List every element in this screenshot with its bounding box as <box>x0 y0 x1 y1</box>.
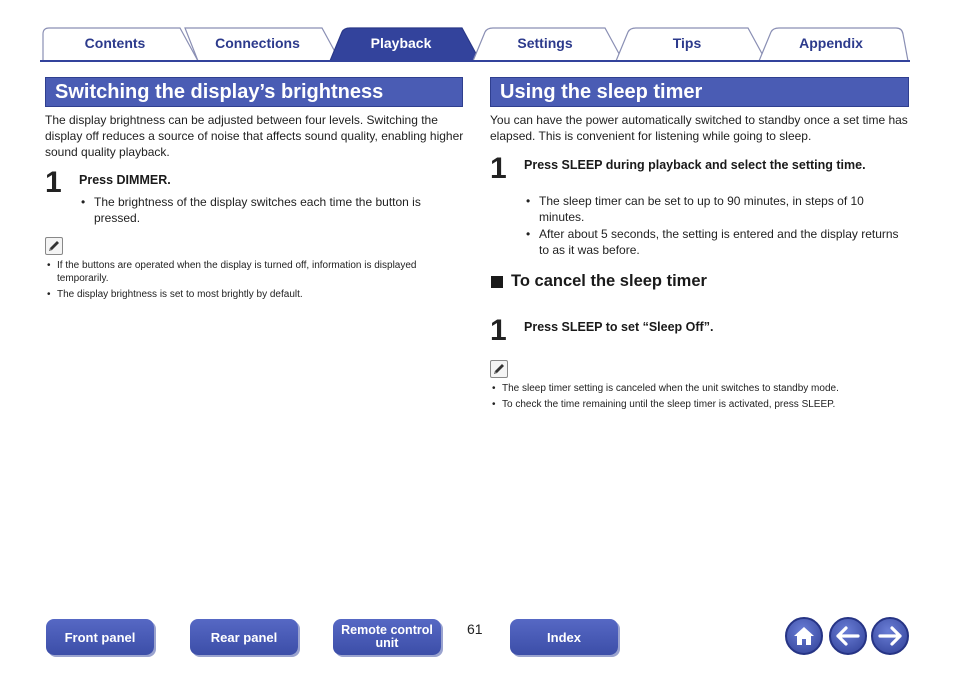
tab-connections[interactable]: Connections <box>215 35 300 51</box>
page-number: 61 <box>467 621 483 637</box>
sleep-timer-notes <box>490 382 910 414</box>
heading-text: To cancel the sleep timer <box>511 272 707 290</box>
button-label-line2: unit <box>375 636 399 650</box>
arrow-left-icon <box>835 625 861 647</box>
step-number: 1 <box>490 152 507 185</box>
step-bullets <box>526 193 906 259</box>
tab-tips[interactable]: Tips <box>672 35 702 51</box>
step-bullets <box>81 194 461 227</box>
tab-contents[interactable]: Contents <box>84 35 146 51</box>
forward-button[interactable] <box>871 617 909 655</box>
home-icon <box>792 624 816 648</box>
step-number: 1 <box>45 166 62 199</box>
list-item: • The brightness of the display switches each time the button is pressed. <box>81 194 461 226</box>
list-item: • The sleep timer can be set to up to 90 minutes, in steps of 10 minutes. <box>526 193 906 225</box>
remote-control-unit-button[interactable] <box>333 619 441 655</box>
brightness-intro: The display brightness can be adjusted between four levels. Switching the display off reduces a source of noise that affects sound quality, enabling higher sound quality playback. <box>45 113 464 159</box>
list-item: • After about 5 seconds, the setting is entered and the display returns to as it was before. <box>526 226 906 258</box>
front-panel-button[interactable]: Front panel <box>46 619 154 655</box>
list-item: • The display brightness is set to most brightly by default. <box>45 288 463 301</box>
brightness-notes <box>45 259 463 304</box>
pencil-note-icon <box>45 237 63 255</box>
pencil-note-icon <box>490 360 508 378</box>
cancel-sleep-timer-heading <box>491 272 707 291</box>
list-item: • If the buttons are operated when the display is turned off, information is displayed temporarily. <box>45 259 463 285</box>
tab-settings[interactable]: Settings <box>517 35 573 51</box>
square-bullet-icon <box>491 276 503 288</box>
back-button[interactable] <box>829 617 867 655</box>
home-button[interactable] <box>785 617 823 655</box>
tab-appendix[interactable]: Appendix <box>799 35 863 51</box>
step-instruction: Press SLEEP during playback and select the setting time. <box>524 158 866 172</box>
tab-bar <box>40 26 910 62</box>
sleep-timer-intro: You can have the power automatically switched to standby once a set time has elapsed. This is convenient for listening while going to sleep. <box>490 113 908 143</box>
step-instruction: Press SLEEP to set “Sleep Off”. <box>524 320 714 334</box>
section-title-sleep-timer: Using the sleep timer <box>490 77 909 107</box>
index-button[interactable]: Index <box>510 619 618 655</box>
tab-playback[interactable]: Playback <box>370 35 432 51</box>
step-number: 1 <box>490 314 507 347</box>
button-label-line1: Remote control <box>341 623 433 637</box>
section-title-brightness: Switching the display’s brightness <box>45 77 463 107</box>
list-item: • The sleep timer setting is canceled when the unit switches to standby mode. <box>490 382 910 395</box>
list-item: • To check the time remaining until the sleep timer is activated, press SLEEP. <box>490 398 910 411</box>
rear-panel-button[interactable]: Rear panel <box>190 619 298 655</box>
step-instruction: Press DIMMER. <box>79 173 171 187</box>
arrow-right-icon <box>877 625 903 647</box>
